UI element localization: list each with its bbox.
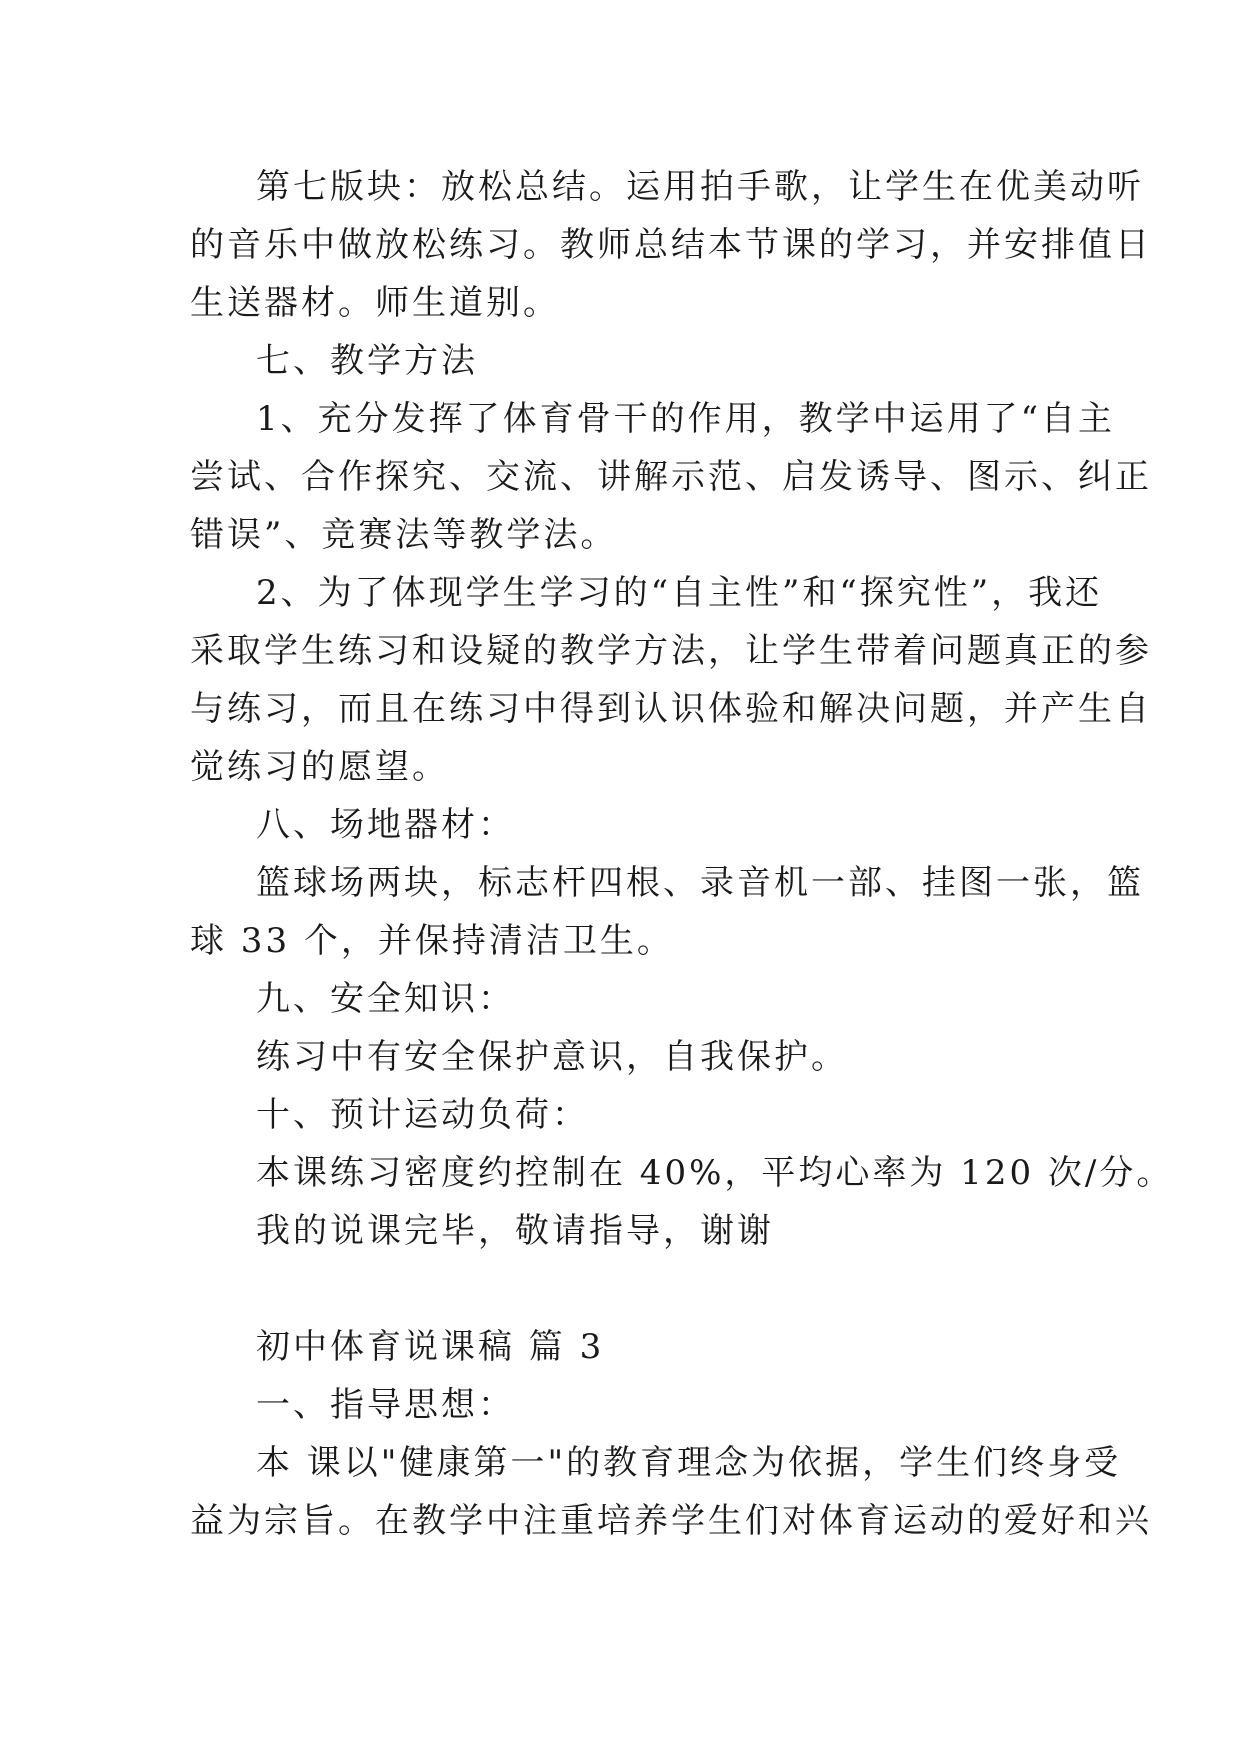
paragraph-line: 练习中有安全保护意识，自我保护。 bbox=[256, 1037, 848, 1077]
paragraph-line: 的音乐中做放松练习。教师总结本节课的学习，并安排值日 bbox=[190, 225, 1152, 265]
paragraph-line: 觉练习的愿望。 bbox=[190, 747, 449, 787]
paragraph-line: 球 33 个，并保持清洁卫生。 bbox=[190, 921, 674, 961]
section-heading: 八、场地器材： bbox=[256, 805, 515, 845]
paragraph-line: 2、为了体现学生学习的“自主性”和“探究性”，我还 bbox=[256, 573, 1103, 613]
paragraph-line: 我的说课完毕，敬请指导，谢谢 bbox=[256, 1211, 774, 1251]
paragraph-line: 篮球场两块，标志杆四根、录音机一部、挂图一张，篮 bbox=[256, 863, 1144, 903]
section-heading: 十、预计运动负荷： bbox=[256, 1095, 589, 1135]
paragraph-line: 尝试、合作探究、交流、讲解示范、启发诱导、图示、纠正 bbox=[190, 457, 1152, 497]
paragraph-line: 采取学生练习和设疑的教学方法，让学生带着问题真正的参 bbox=[190, 631, 1152, 671]
paragraph-line: 本 课以"健康第一"的教育理念为依据，学生们终身受 bbox=[256, 1443, 1122, 1483]
section-heading: 七、教学方法 bbox=[256, 341, 478, 381]
paragraph-line: 与练习，而且在练习中得到认识体验和解决问题，并产生自 bbox=[190, 689, 1152, 729]
article-title: 初中体育说课稿 篇 3 bbox=[256, 1327, 605, 1367]
section-heading: 一、指导思想： bbox=[256, 1385, 515, 1425]
paragraph-line: 1、充分发挥了体育骨干的作用，教学中运用了“自主 bbox=[256, 399, 1116, 439]
paragraph-line: 错误”、竞赛法等教学法。 bbox=[190, 515, 618, 555]
paragraph-line: 第七版块：放松总结。运用拍手歌，让学生在优美动听 bbox=[256, 167, 1144, 207]
paragraph-line: 益为宗旨。在教学中注重培养学生们对体育运动的爱好和兴 bbox=[190, 1501, 1152, 1541]
section-heading: 九、安全知识： bbox=[256, 979, 515, 1019]
paragraph-line: 生送器材。师生道别。 bbox=[190, 283, 560, 323]
paragraph-line: 本课练习密度约控制在 40%，平均心率为 120 次/分。 bbox=[256, 1153, 1174, 1193]
